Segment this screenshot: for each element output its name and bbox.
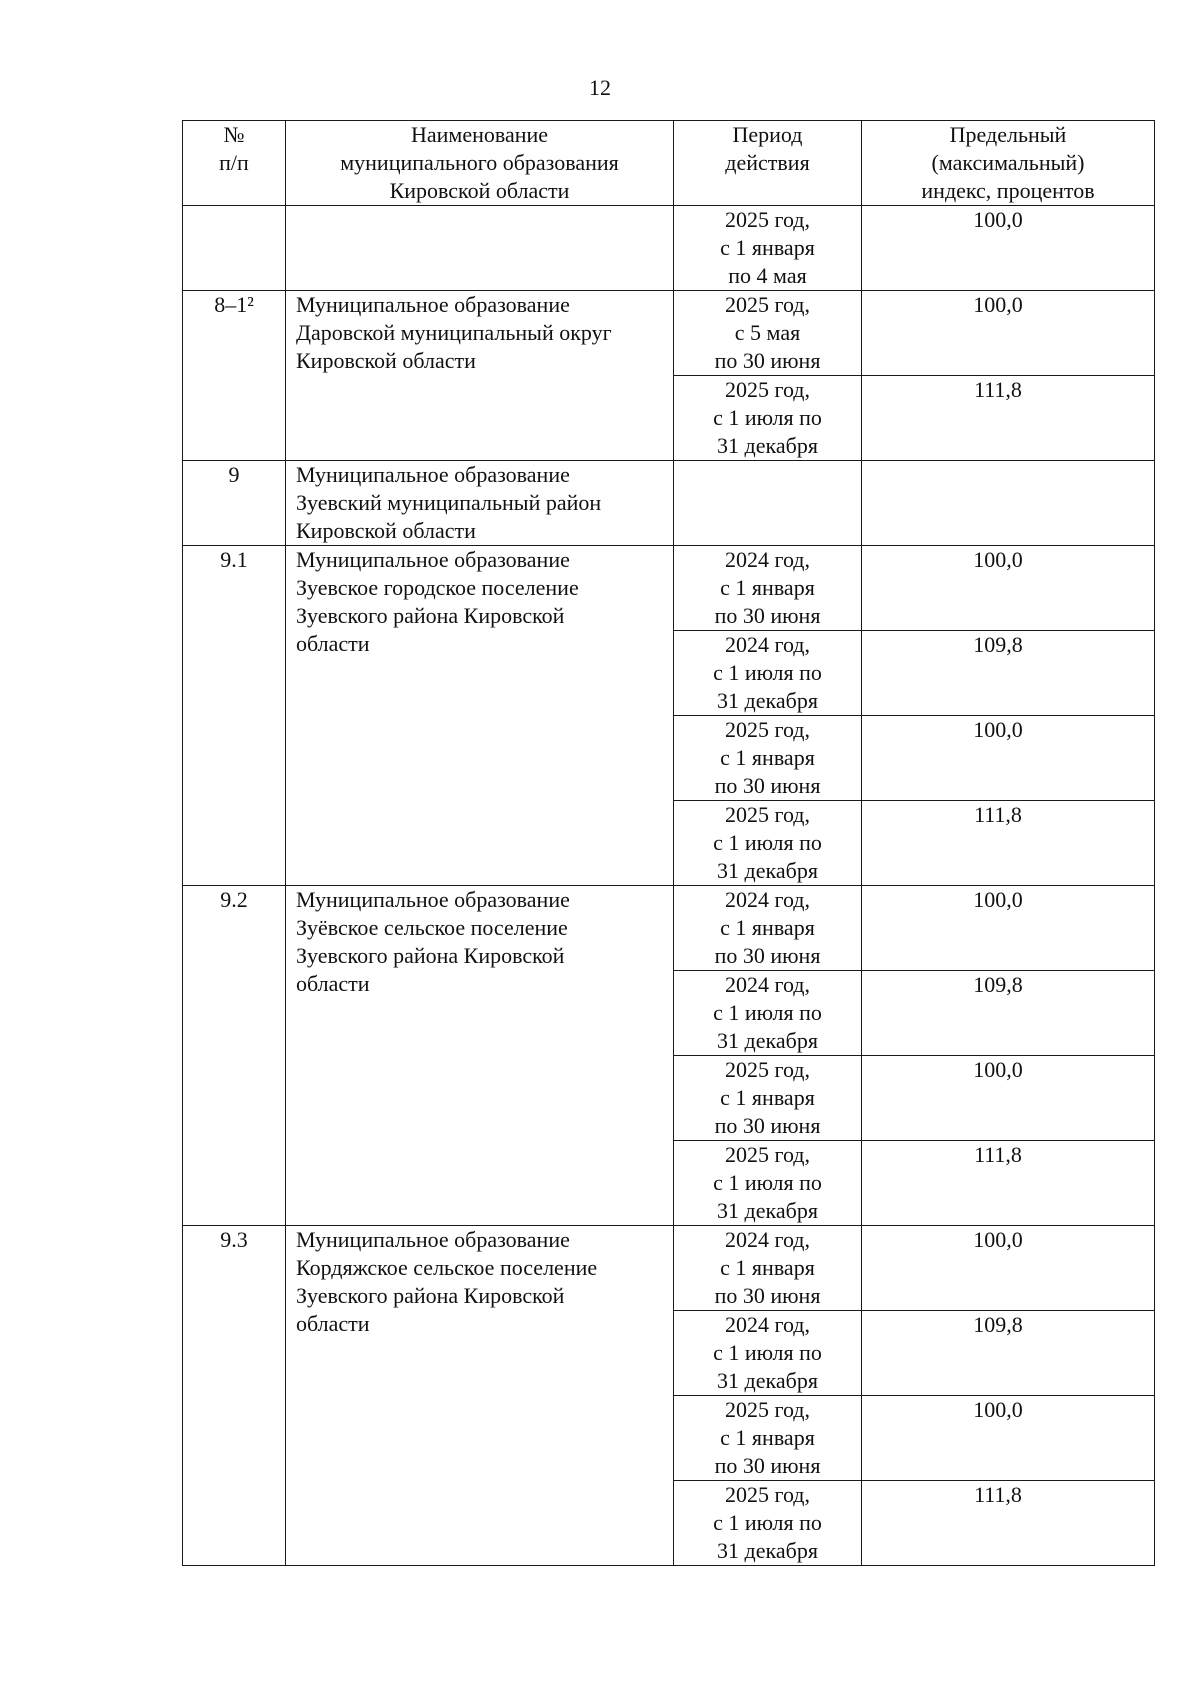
- row-number: 9.1: [183, 546, 286, 886]
- period-cell: 2024 год, с 1 июля по 31 декабря: [674, 1311, 862, 1396]
- row-number: 9.3: [183, 1226, 286, 1566]
- period-cell: 2024 год, с 1 января по 30 июня: [674, 546, 862, 631]
- index-value: 100,0: [862, 1226, 1155, 1311]
- index-value: 109,8: [862, 1311, 1155, 1396]
- index-value: 100,0: [862, 886, 1155, 971]
- row-number: 9.2: [183, 886, 286, 1226]
- period-cell: 2025 год, с 1 января по 30 июня: [674, 716, 862, 801]
- period-cell: 2025 год, с 1 июля по 31 декабря: [674, 801, 862, 886]
- table-row: [183, 461, 1155, 546]
- municipality-name: Муниципальное образование Даровской муниципальный округ Кировской области: [286, 291, 674, 461]
- index-value: 111,8: [862, 1481, 1155, 1566]
- period-cell: 2024 год, с 1 января по 30 июня: [674, 1226, 862, 1311]
- period-cell: 2024 год, с 1 июля по 31 декабря: [674, 631, 862, 716]
- period-cell: 2025 год, с 5 мая по 30 июня: [674, 291, 862, 376]
- header-index: Предельный (максимальный) индекс, процентов: [862, 121, 1155, 206]
- header-name: Наименование муниципального образования Кировской области: [286, 121, 674, 206]
- index-value: 100,0: [862, 291, 1155, 376]
- period-cell: 2024 год, с 1 января по 30 июня: [674, 886, 862, 971]
- index-value: 109,8: [862, 631, 1155, 716]
- table-row: [183, 206, 1155, 291]
- period-cell: 2025 год, с 1 января по 30 июня: [674, 1396, 862, 1481]
- index-value: [862, 461, 1155, 546]
- period-cell: [674, 461, 862, 546]
- period-cell: 2025 год, с 1 июля по 31 декабря: [674, 1481, 862, 1566]
- header-period: Период действия: [674, 121, 862, 206]
- index-value: 100,0: [862, 546, 1155, 631]
- index-value: 100,0: [862, 206, 1155, 291]
- index-value: 100,0: [862, 716, 1155, 801]
- municipality-name: Муниципальное образование Зуевский муниципальный район Кировской области: [286, 461, 674, 546]
- table-row: [183, 1226, 1155, 1311]
- period-cell: 2025 год, с 1 января по 4 мая: [674, 206, 862, 291]
- index-value: 100,0: [862, 1056, 1155, 1141]
- index-value: 109,8: [862, 971, 1155, 1056]
- table-body: [183, 206, 1155, 1566]
- period-cell: 2025 год, с 1 июля по 31 декабря: [674, 1141, 862, 1226]
- municipality-name: Муниципальное образование Зуёвское сельское поселение Зуевского района Кировской области: [286, 886, 674, 1226]
- index-value: 100,0: [862, 1396, 1155, 1481]
- period-cell: 2024 год, с 1 июля по 31 декабря: [674, 971, 862, 1056]
- row-number: 8–1²: [183, 291, 286, 461]
- table-row: [183, 886, 1155, 971]
- municipality-name: Муниципальное образование Зуевское городское поселение Зуевского района Кировской области: [286, 546, 674, 886]
- header-num: № п/п: [183, 121, 286, 206]
- row-number: [183, 206, 286, 291]
- table-row: [183, 291, 1155, 376]
- table-row: [183, 546, 1155, 631]
- municipality-name: Муниципальное образование Кордяжское сельское поселение Зуевского района Кировской области: [286, 1226, 674, 1566]
- row-number: 9: [183, 461, 286, 546]
- table-header-row: [183, 121, 1155, 206]
- period-cell: 2025 год, с 1 июля по 31 декабря: [674, 376, 862, 461]
- index-table: [182, 120, 1155, 1566]
- period-cell: 2025 год, с 1 января по 30 июня: [674, 1056, 862, 1141]
- index-value: 111,8: [862, 376, 1155, 461]
- page-number: 12: [589, 75, 611, 100]
- index-value: 111,8: [862, 801, 1155, 886]
- municipality-name: [286, 206, 674, 291]
- index-value: 111,8: [862, 1141, 1155, 1226]
